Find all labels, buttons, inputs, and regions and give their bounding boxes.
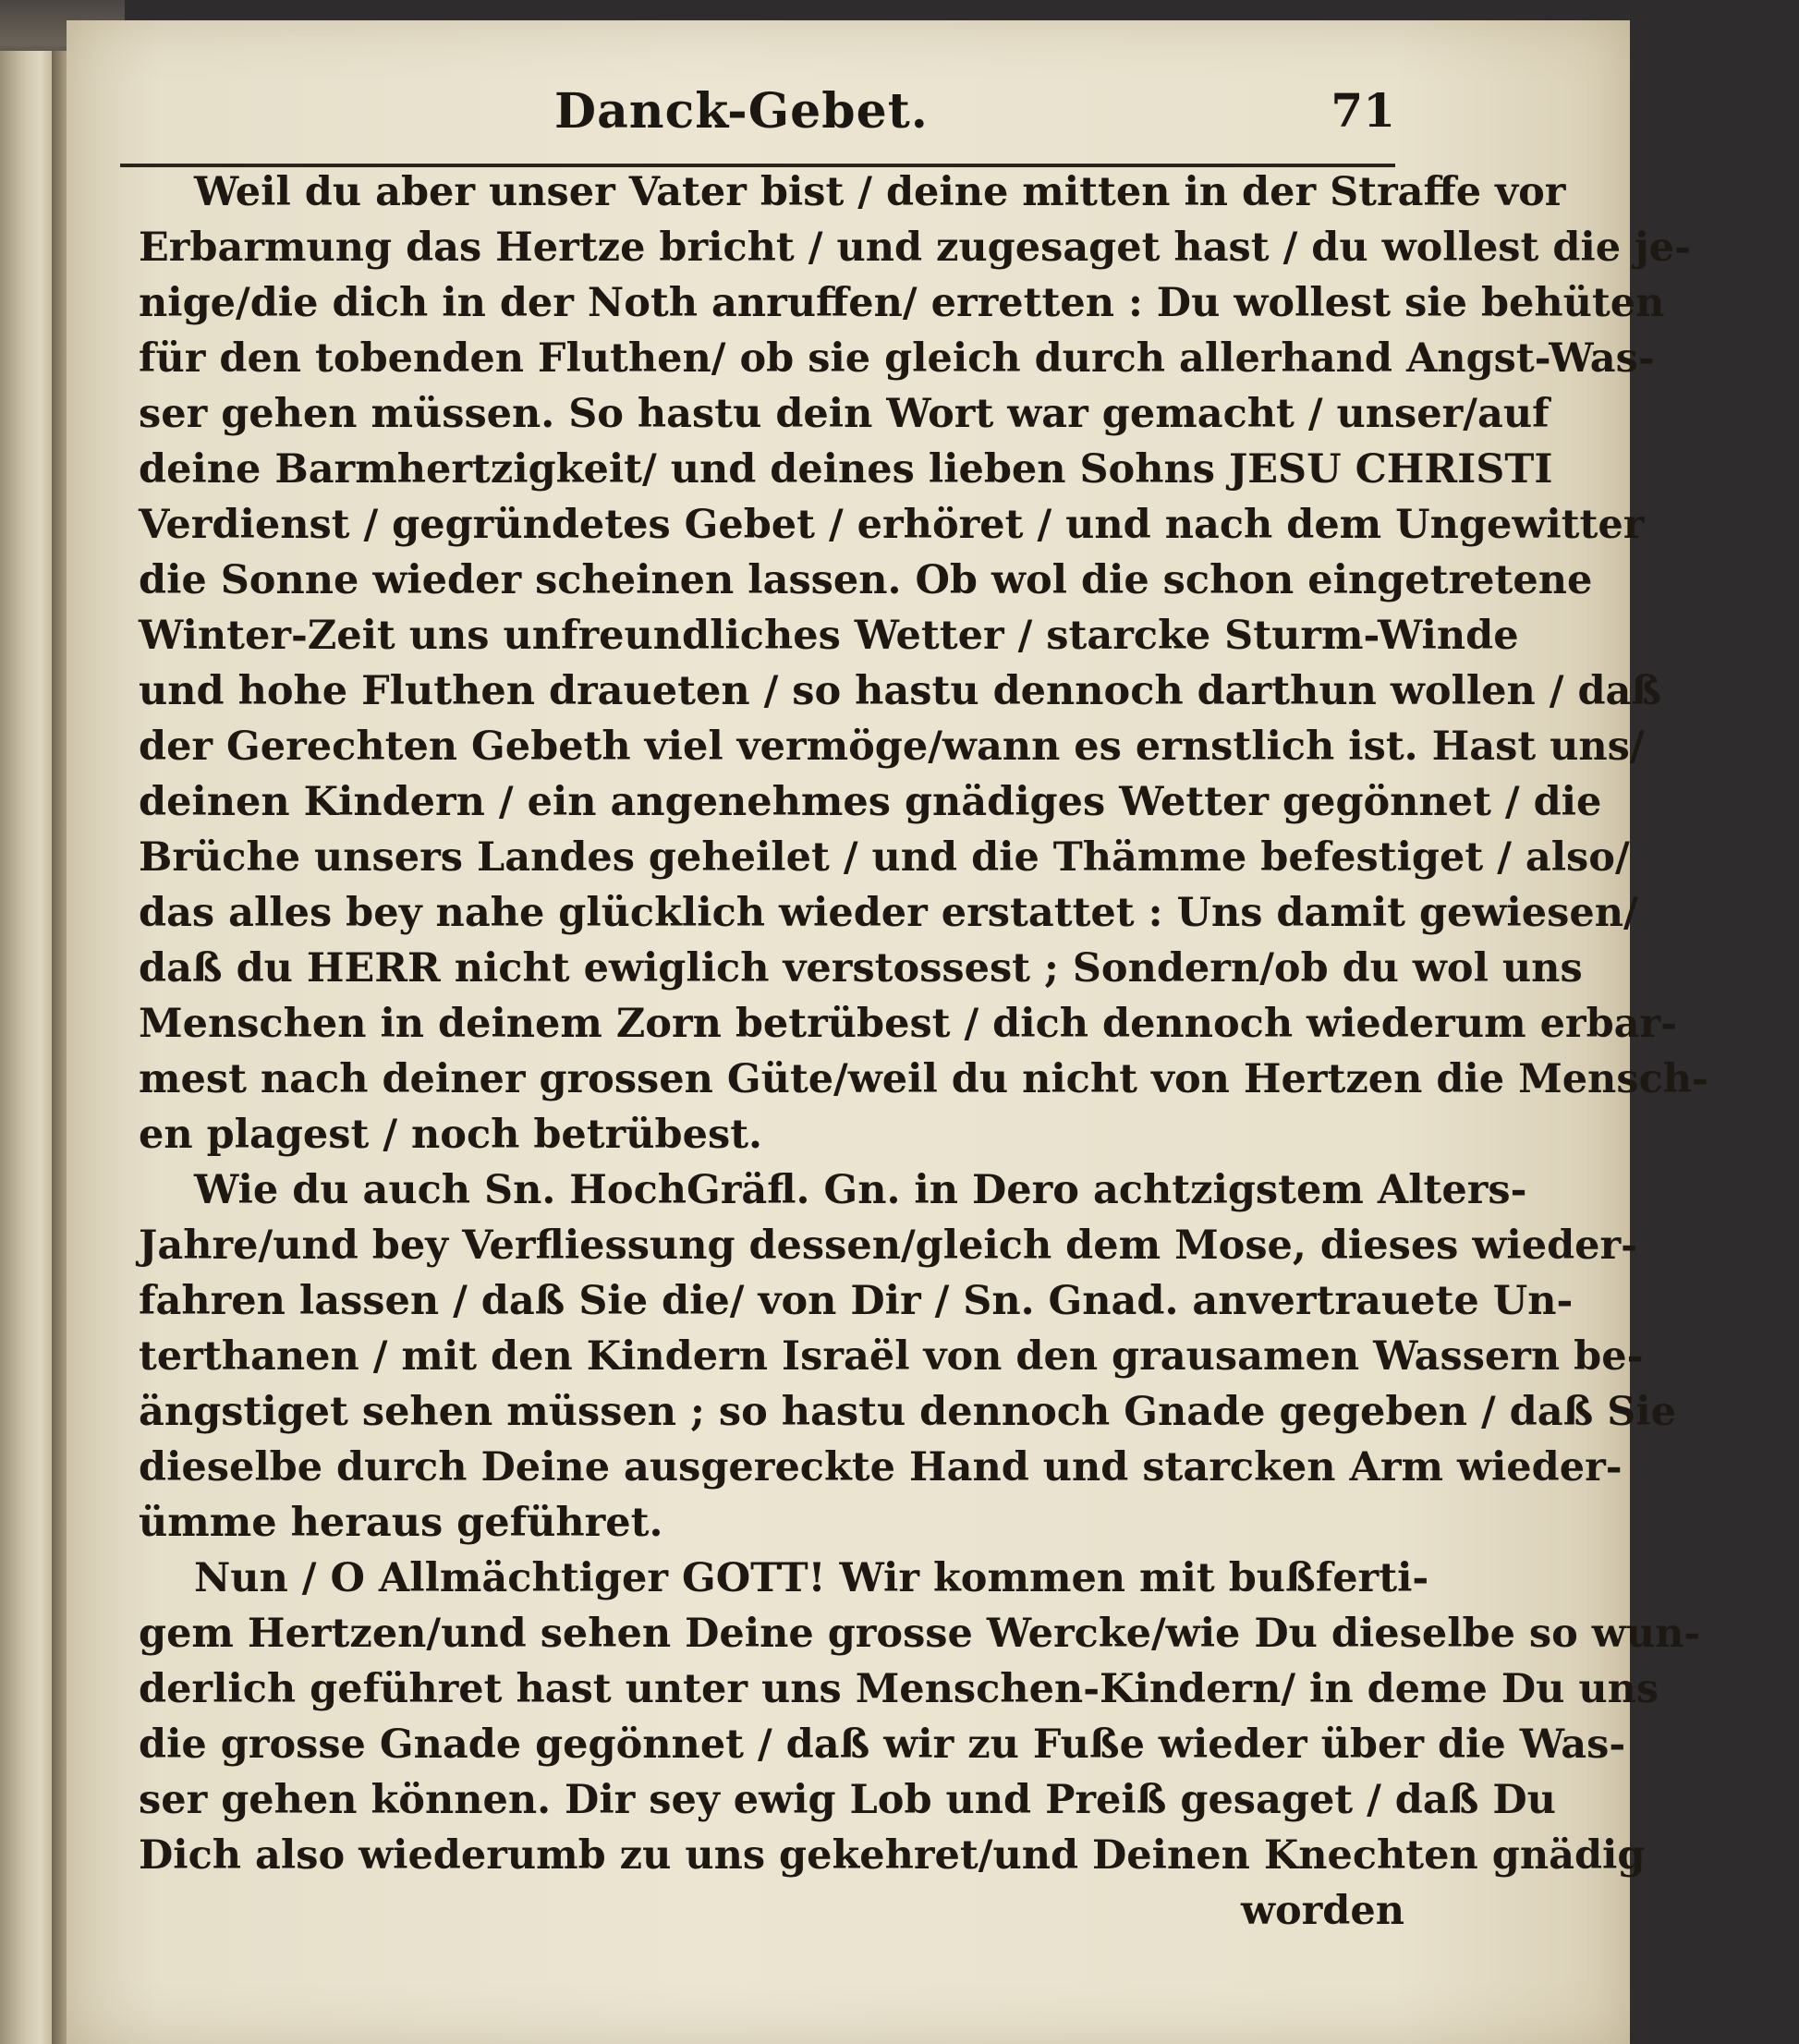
text-line: ümme heraus geführet. xyxy=(139,1500,663,1546)
text-line: Brüche unsers Landes geheilet / und die Thämme befestiget / also/ xyxy=(139,834,1630,881)
text-line: Wie du auch Sn. HochGräfl. Gn. in Dero achtzigstem Alters- xyxy=(194,1167,1527,1213)
text-line: die Sonne wieder scheinen lassen. Ob wol die schon eingetretene xyxy=(139,557,1593,603)
text-line: Dich also wiederumb zu uns gekehret/und Deinen Knechten gnädig xyxy=(139,1832,1646,1879)
text-line: daß du HERR nicht ewiglich verstossest ; Sondern/ob du wol uns xyxy=(139,945,1583,992)
text-line: deine Barmhertzigkeit/ und deines lieben Sohns JESU CHRISTI xyxy=(139,446,1553,493)
text-line: der Gerechten Gebeth viel vermöge/wann es ernstlich ist. Hast uns/ xyxy=(139,724,1645,770)
text-line: ser gehen können. Dir sey ewig Lob und Preiß gesaget / daß Du xyxy=(139,1777,1556,1823)
text-line: terthanen / mit den Kindern Israël von den grausamen Wassern be- xyxy=(139,1333,1644,1380)
text-line: Verdienst / gegründetes Gebet / erhöret / und nach dem Ungewitter xyxy=(139,502,1645,548)
text-line: ser gehen müssen. So hastu dein Wort war gemacht / unser/auf xyxy=(139,391,1550,437)
text-line: mest nach deiner grossen Güte/weil du nicht von Hertzen die Mensch- xyxy=(139,1056,1708,1102)
text-line: und hohe Fluthen draueten / so hastu dennoch darthun wollen / daß xyxy=(139,668,1662,714)
text-line: gem Hertzen/und sehen Deine grosse Wercke/wie Du dieselbe so wun- xyxy=(139,1611,1701,1657)
prayer-text xyxy=(139,164,1708,1939)
facing-page-edge xyxy=(0,51,57,2044)
text-line: Weil du aber unser Vater bist / deine mitten in der Straffe vor xyxy=(194,169,1566,215)
text-line: Winter-Zeit uns unfreundliches Wetter / starcke Sturm-Winde xyxy=(139,613,1519,659)
text-line: deinen Kindern / ein angenehmes gnädiges Wetter gegönnet / die xyxy=(139,779,1602,825)
text-line: en plagest / noch betrübest. xyxy=(139,1112,763,1158)
text-line: Erbarmung das Hertze bricht / und zugesaget hast / du wollest die je- xyxy=(139,225,1691,271)
text-line: Nun / O Allmächtiger GOTT! Wir kommen mit bußferti- xyxy=(194,1555,1429,1601)
running-head xyxy=(120,83,1395,157)
text-line: für den tobenden Fluthen/ ob sie gleich durch allerhand Angst-Was- xyxy=(139,335,1655,382)
text-line: nige/die dich in der Noth anruffen/ erretten : Du wollest sie behüten xyxy=(139,280,1665,326)
text-line: fahren lassen / daß Sie die/ von Dir / Sn. Gnad. anvertrauete Un- xyxy=(139,1278,1574,1324)
text-line: dieselbe durch Deine ausgereckte Hand und starcken Arm wieder- xyxy=(139,1444,1623,1490)
text-line: das alles bey nahe glücklich wieder erstattet : Uns damit gewiesen/ xyxy=(139,890,1638,936)
text-line: die grosse Gnade gegönnet / daß wir zu Fuße wieder über die Was- xyxy=(139,1722,1626,1768)
catchword: worden xyxy=(1240,1888,1404,1934)
text-line: Jahre/und bey Verfliessung dessen/gleich dem Mose, dieses wieder- xyxy=(139,1223,1637,1269)
text-line: ängstiget sehen müssen ; so hastu dennoch Gnade gegeben / daß Sie xyxy=(139,1389,1676,1435)
text-line: derlich geführet hast unter uns Menschen-Kindern/ in deme Du uns xyxy=(139,1666,1659,1712)
text-line: Menschen in deinem Zorn betrübest / dich dennoch wiederum erbar- xyxy=(139,1001,1678,1047)
running-head-title: Danck-Gebet. xyxy=(554,83,929,140)
page-number: 71 xyxy=(1331,83,1395,138)
